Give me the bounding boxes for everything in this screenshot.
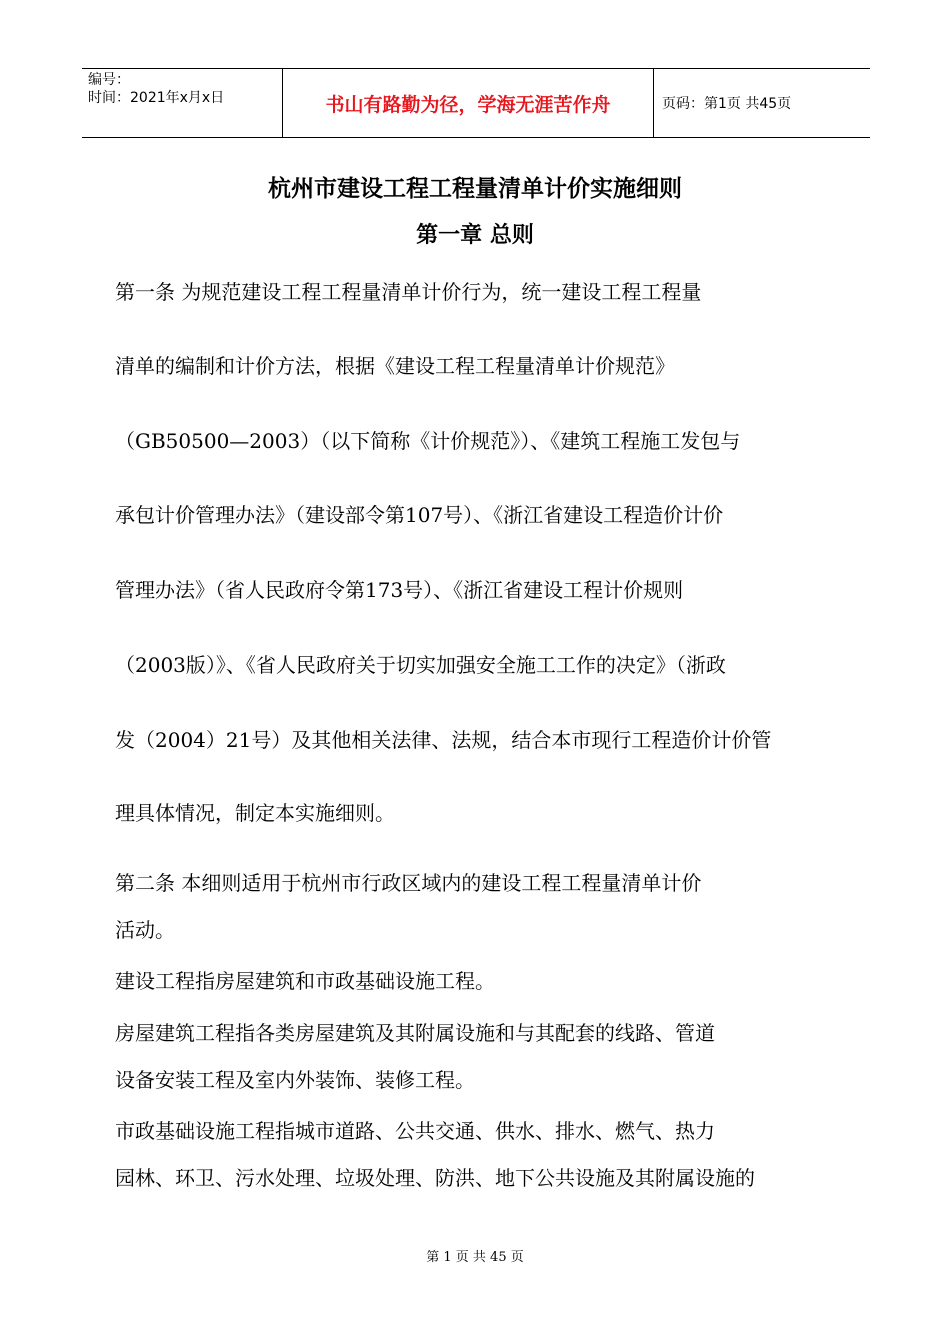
number-label: 编号： [88, 72, 130, 88]
body-line: （2003版）》、《省人民政府关于切实加强安全施工工作的决定》（浙政 [115, 653, 726, 677]
body-line: 房屋建筑工程指各类房屋建筑及其附属设施和与其配套的线路、管道 [115, 1021, 715, 1045]
motto-cell [282, 69, 654, 137]
body-line: 建设工程指房屋建筑和市政基础设施工程。 [115, 969, 495, 993]
body-line: 市政基础设施工程指城市道路、公共交通、供水、排水、燃气、热力 [115, 1119, 715, 1143]
body-line: 设备安装工程及室内外装饰、装修工程。 [115, 1068, 475, 1092]
body-line: 清单的编制和计价方法，根据《建设工程工程量清单计价规范》 [115, 354, 675, 378]
body-line: 第一条 为规范建设工程工程量清单计价行为，统一建设工程工程量 [115, 280, 702, 304]
body-line: 发（2004）21号）及其他相关法律、法规，结合本市现行工程造价计价管 [115, 728, 772, 752]
page-info-text: 页码：第1页 共45页 [662, 96, 792, 112]
body-line: 承包计价管理办法》（建设部令第107号）、《浙江省建设工程造价计价 [115, 503, 724, 527]
body-line: 第二条 本细则适用于杭州市行政区域内的建设工程工程量清单计价 [115, 871, 702, 895]
body-line: 理具体情况，制定本实施细则。 [115, 801, 395, 825]
header-meta-cell [82, 69, 282, 137]
document-title: 杭州市建设工程工程量清单计价实施细则 [268, 176, 682, 202]
body-line: 园林、环卫、污水处理、垃圾处理、防洪、地下公共设施及其附属设施的 [115, 1166, 755, 1190]
time-label: 时间：2021年x月x日 [88, 90, 225, 106]
body-line: 活动。 [115, 918, 175, 942]
page-info-cell [654, 69, 870, 137]
body-line: 管理办法》（省人民政府令第173号）、《浙江省建设工程计价规则 [115, 578, 684, 602]
chapter-heading: 第一章 总则 [416, 223, 534, 248]
body-line: （GB50500—2003）（以下简称《计价规范》）、《建筑工程施工发包与 [115, 429, 741, 453]
document-header-table [82, 68, 870, 138]
page-footer: 第 1 页 共 45 页 [426, 1250, 524, 1265]
motto-text: 书山有路勤为径，学海无涯苦作舟 [325, 93, 611, 116]
